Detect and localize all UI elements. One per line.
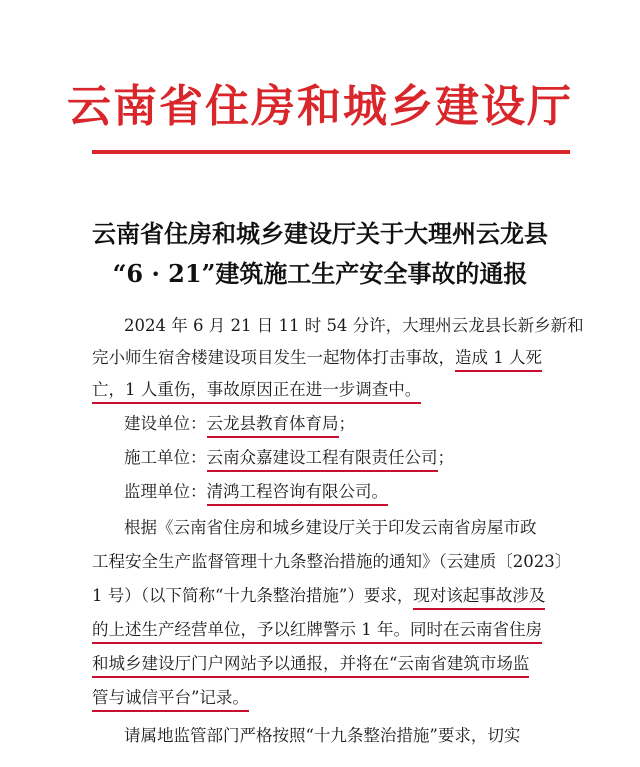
document-title-line-2: “6 · 21”建筑施工生产安全事故的通报 <box>112 259 528 288</box>
paragraph-2-line-5 <box>92 650 529 674</box>
paragraph-2-line-4 <box>92 616 542 640</box>
document-title-line-1: 云南省住房和城乡建设厅关于大理州云龙县 <box>92 219 548 248</box>
highlight-casualties: 造成 1 人死 <box>455 348 542 372</box>
supervisor-unit-line: 监理单位：清鸿工程咨询有限公司。 <box>124 478 388 502</box>
paragraph-1-line-1: 2024 年 6 月 21 日 11 时 54 分许，大理州云龙县长新乡新和 <box>124 316 584 335</box>
highlight-publication: 同时在云南省住房 <box>410 620 542 644</box>
org-letterhead: 云南省住房和城乡建设厅 <box>67 81 573 132</box>
highlight-platform: “云南省建筑市场监 <box>389 654 529 678</box>
paragraph-2-line-3: 1 号）（以下简称“十九条整治措施”）要求，现对该起事故涉及 <box>92 582 545 606</box>
contractor-unit-name: 云南众嘉建设工程有限责任公司 <box>207 448 438 472</box>
highlight-action: 现对该起事故涉及 <box>413 586 545 610</box>
construction-unit-name: 云龙县教育体育局 <box>207 414 339 438</box>
highlight-casualties-cont: 亡，1 人重伤，事故原因正在进一步调查中。 <box>92 380 421 404</box>
paragraph-1-line-2: 完小师生宿舍楼建设项目发生一起物体打击事故，造成 1 人死 <box>92 344 542 368</box>
contractor-unit-line: 施工单位：云南众嘉建设工程有限责任公司； <box>124 444 454 468</box>
construction-unit-line: 建设单位：云龙县教育体育局； <box>124 410 355 434</box>
highlight-red-card: 的上述生产经营单位，予以红牌警示 1 年。 <box>92 620 410 644</box>
paragraph-3-line-1: 请属地监管部门严格按照“十九条整治措施”要求，切实 <box>124 726 521 745</box>
paragraph-2-line-2: 工程安全生产监督管理十九条整治措施的通知》（云建质〔2023〕 <box>92 552 572 571</box>
paragraph-2-line-1: 根据《云南省住房和城乡建设厅关于印发云南省房屋市政 <box>124 518 537 537</box>
paragraph-2-line-6 <box>92 684 249 708</box>
highlight-publication-cont: 和城乡建设厅门户网站予以通报，并将在 <box>92 654 389 678</box>
supervisor-unit-name: 清鸿工程咨询有限公司。 <box>207 482 389 506</box>
paragraph-1-line-3 <box>92 376 421 400</box>
letterhead-red-rule <box>92 150 570 154</box>
highlight-platform-cont: 管与诚信平台”记录。 <box>92 688 249 712</box>
